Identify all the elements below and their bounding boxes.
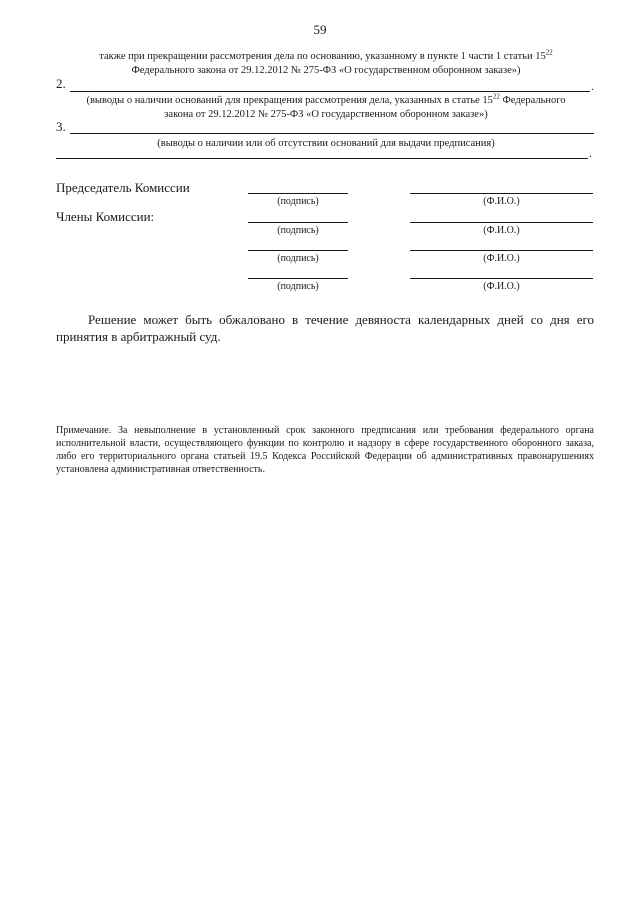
member3-sign-line [248, 278, 348, 279]
item3-number: 3. [56, 119, 66, 134]
item3-end-dot: . [589, 146, 592, 160]
member2-name-caption: (Ф.И.О.) [483, 253, 520, 264]
chair-sign-caption: (подпись) [277, 196, 319, 207]
item2-caption [56, 94, 596, 122]
item2-caption-line2: закона от 29.12.2012 № 275-ФЗ «О государственном оборонном заказе») [164, 109, 488, 120]
item2-fill-line [70, 91, 590, 92]
item1-line1: также при прекращении рассмотрения дела по основанию, указанному в пункте 1 части 1 статьи 15 [99, 51, 546, 62]
item2-caption-b: Федерального [499, 95, 566, 106]
member1-sign-caption: (подпись) [277, 225, 319, 236]
appeal-paragraph: Решение может быть обжаловано в течение девяноста календарных дней со дня его принятия в арбитражный суд. [56, 312, 594, 344]
item2-caption-sup: 22 [492, 92, 500, 101]
item1-caption [56, 50, 596, 78]
member2-name-line [410, 250, 593, 251]
member1-name-caption: (Ф.И.О.) [483, 225, 520, 236]
page-number: 59 [313, 22, 327, 37]
item1-line1-sup: 22 [545, 48, 553, 57]
item3-fill-line [70, 133, 594, 134]
item2-end-dot: . [591, 79, 594, 93]
member2-sign-line [248, 250, 348, 251]
item3-fill-line-2 [56, 158, 588, 159]
member1-name-line [410, 222, 593, 223]
member3-sign-caption: (подпись) [277, 281, 319, 292]
note-paragraph: Примечание. За невыполнение в установленный срок законного предписания или требования федерального органа исполнительной власти, осуществляющего функции по контролю и надзору в сфере государственного оборонного заказа, либо его территориального органа статьей 19.5 Кодекса Российской Федерации об административных правонарушениях установлена административная ответственность. [56, 425, 594, 475]
chair-name-caption: (Ф.И.О.) [483, 196, 520, 207]
item2-number: 2. [56, 76, 66, 91]
chair-name-line [410, 193, 593, 194]
member3-name-caption: (Ф.И.О.) [483, 281, 520, 292]
item2-caption-a: (выводы о наличии оснований для прекращения рассмотрения дела, указанных в статье 15 [86, 95, 493, 106]
members-label: Члены Комиссии: [56, 209, 155, 224]
member2-sign-caption: (подпись) [277, 253, 319, 264]
chair-sign-line [248, 193, 348, 194]
item3-caption: (выводы о наличии или об отсутствии оснований для выдачи предписания) [157, 138, 495, 149]
chair-label: Председатель Комиссии [56, 180, 190, 195]
member1-sign-line [248, 222, 348, 223]
member3-name-line [410, 278, 593, 279]
item1-line2: Федерального закона от 29.12.2012 № 275-ФЗ «О государственном оборонном заказе») [131, 65, 521, 76]
